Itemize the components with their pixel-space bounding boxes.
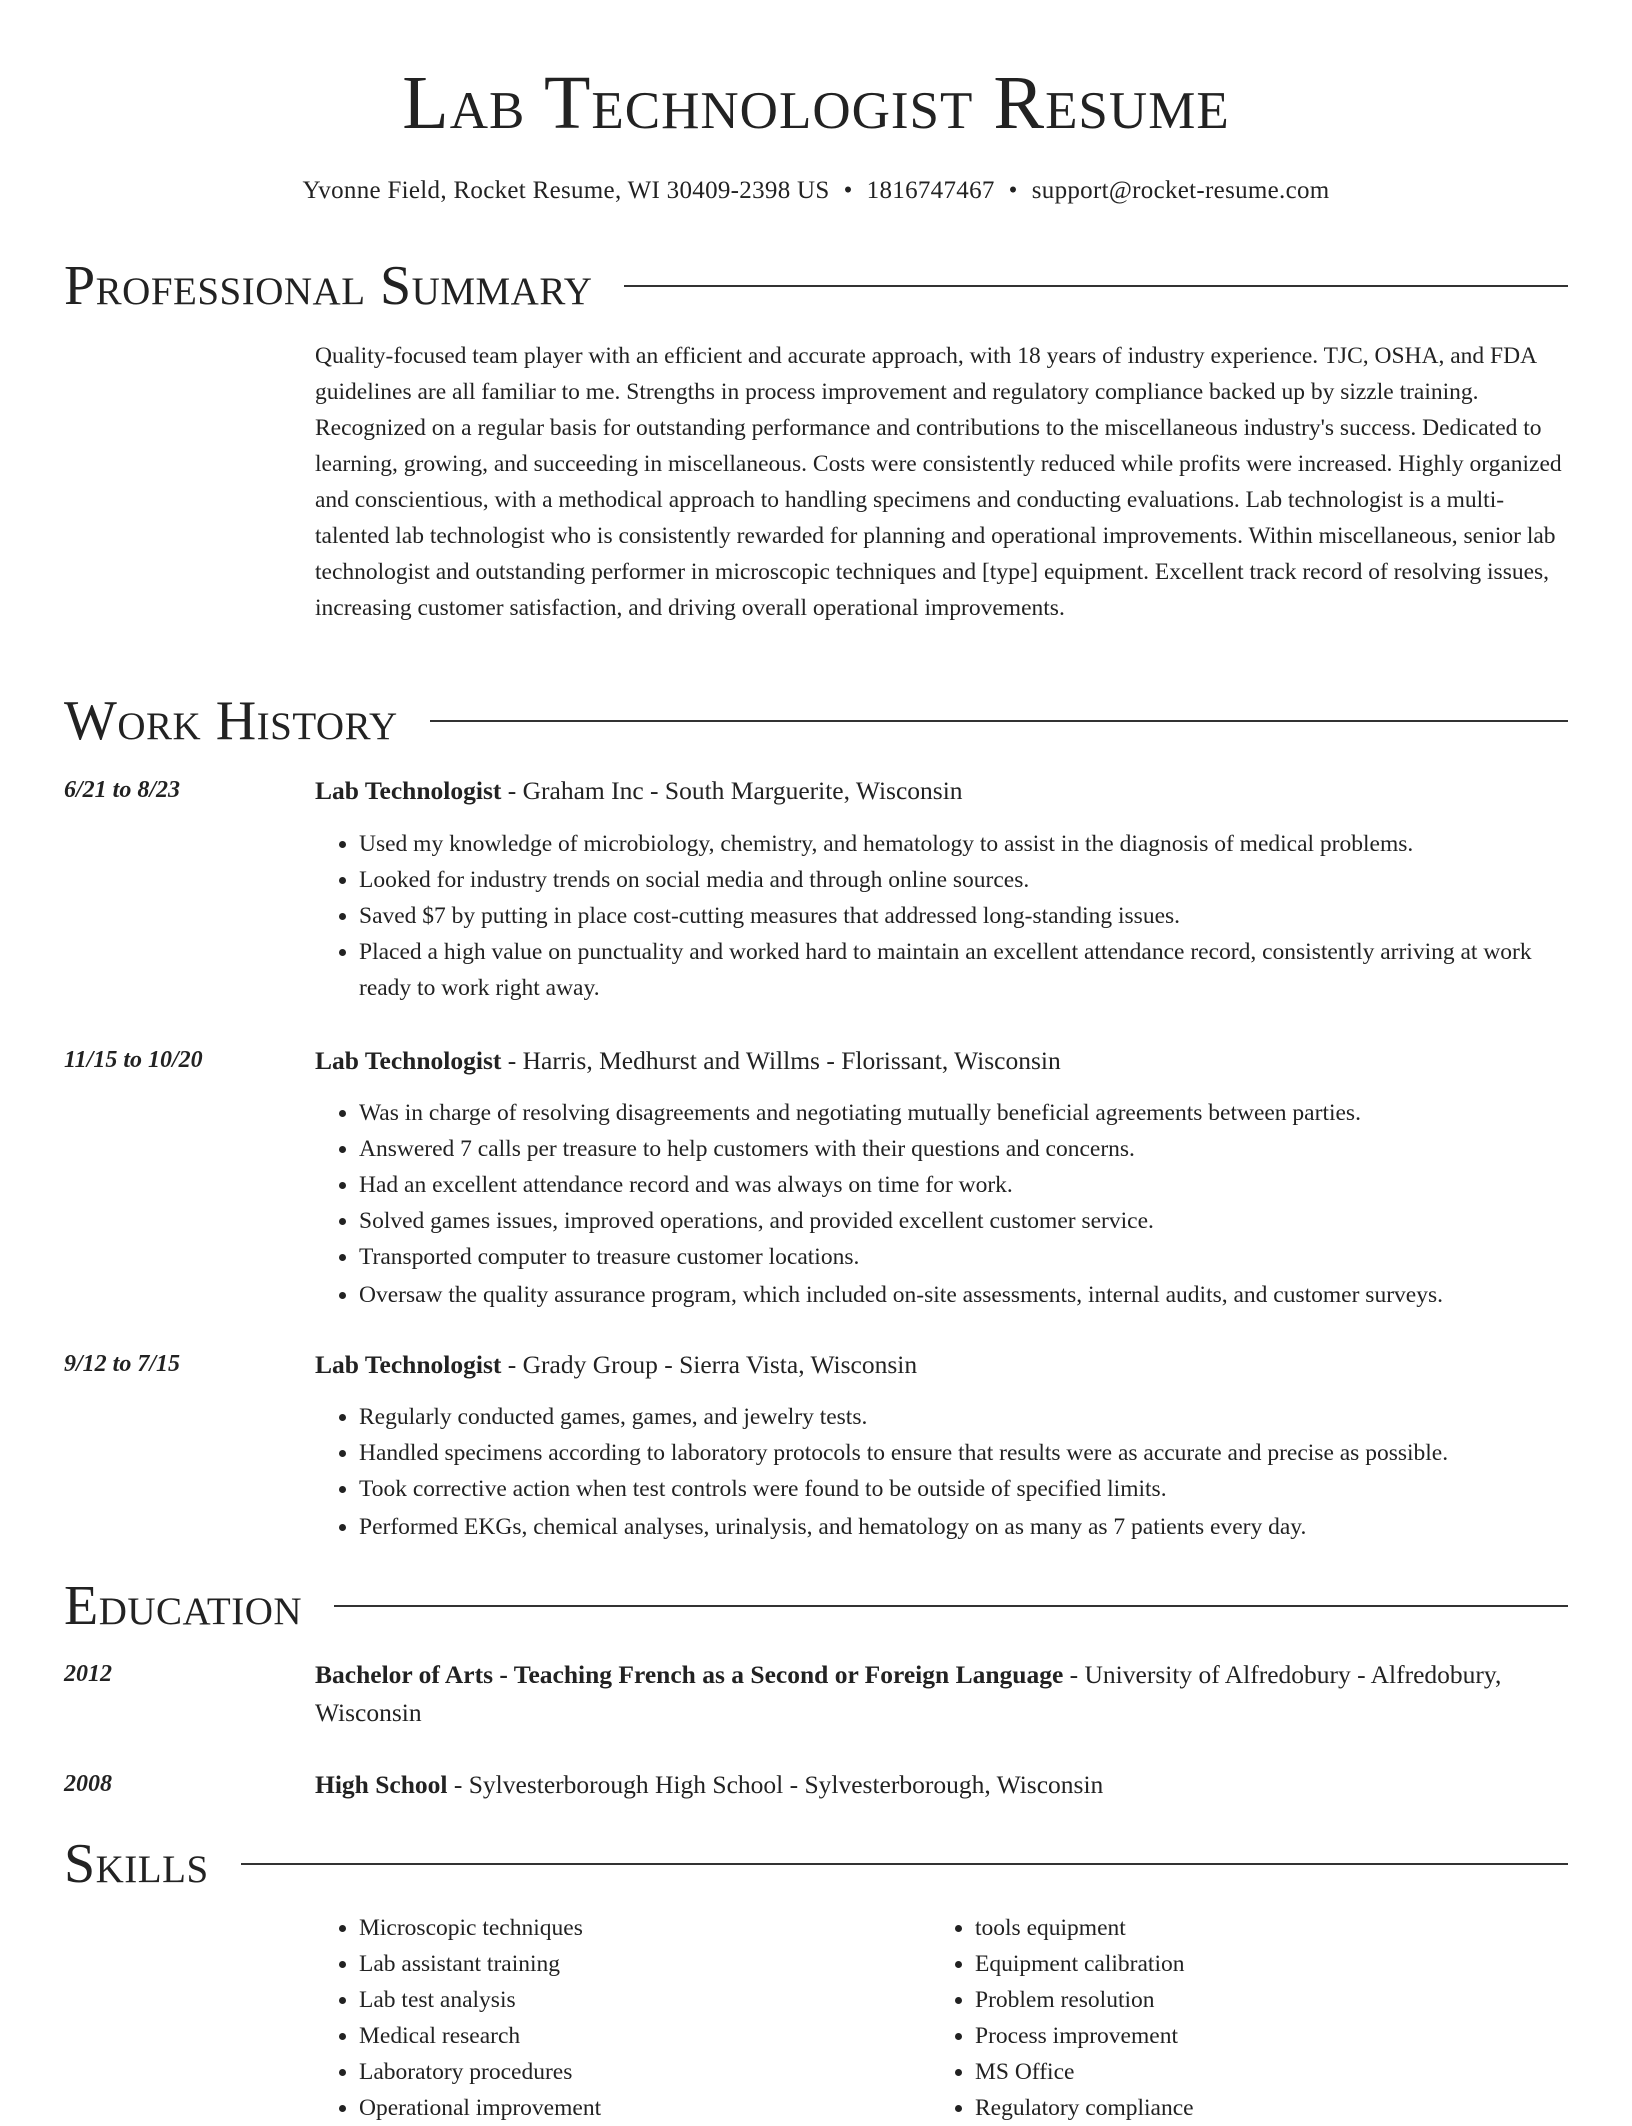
section-title-skills: Skills bbox=[64, 1833, 209, 1895]
section-divider bbox=[624, 285, 1568, 287]
job-heading bbox=[315, 1346, 1568, 1384]
skill-item: • Laboratory procedures bbox=[359, 2054, 929, 2090]
contact-email: support@rocket-resume.com bbox=[1031, 177, 1330, 204]
job-employer: - Harris, Medhurst and Willms - Florissant, Wisconsin bbox=[501, 1046, 1061, 1075]
job-bullet: • Regularly conducted games, games, and jewelry tests. bbox=[359, 1399, 1568, 1435]
job-heading bbox=[315, 1042, 1568, 1080]
job-bullets bbox=[315, 826, 1568, 1006]
resume-title: Lab Technologist Resume bbox=[402, 61, 1230, 145]
section-title-summary: Professional Summary bbox=[64, 255, 593, 317]
contact-address: Yvonne Field, Rocket Resume, WI 30409-2398 US bbox=[302, 177, 830, 204]
skills-column-left bbox=[315, 1910, 929, 2126]
job-dates: 6/21 to 8/23 bbox=[64, 777, 181, 803]
skill-item: • Medical research bbox=[359, 2018, 929, 2054]
job-bullet: • Answered 7 calls per treasure to help customers with their questions and concerns. bbox=[359, 1131, 1568, 1167]
job-bullet: • Saved $7 by putting in place cost-cutting measures that addressed long-standing issues. bbox=[359, 898, 1568, 934]
skill-item: • Microscopic techniques bbox=[359, 1910, 929, 1946]
job-bullet: • Used my knowledge of microbiology, chemistry, and hematology to assist in the diagnosis of medical problems. bbox=[359, 826, 1568, 862]
job-bullets bbox=[315, 1095, 1568, 1313]
job-bullets bbox=[315, 1399, 1568, 1545]
skill-item: • MS Office bbox=[975, 2054, 1575, 2090]
skill-item: • Operational improvement bbox=[359, 2090, 929, 2126]
job-bullet: • Transported computer to treasure customer locations. bbox=[359, 1239, 1568, 1275]
education-heading bbox=[315, 1656, 1568, 1732]
section-divider bbox=[430, 720, 1568, 722]
skill-item: • Equipment calibration bbox=[975, 1946, 1575, 1982]
job-bullet: • Oversaw the quality assurance program, which included on-site assessments, internal audits, and customer surveys. bbox=[359, 1277, 1568, 1313]
job-bullet: • Performed EKGs, chemical analyses, urinalysis, and hematology on as many as 7 patients every day. bbox=[359, 1509, 1568, 1545]
section-header-education bbox=[64, 1574, 1568, 1638]
contact-line bbox=[64, 174, 1568, 208]
section-divider bbox=[334, 1605, 1568, 1607]
education-year: 2012 bbox=[64, 1661, 112, 1687]
education-heading bbox=[315, 1766, 1568, 1804]
job-bullet: • Handled specimens according to laboratory protocols to ensure that results were as accurate and precise as possible. bbox=[359, 1435, 1568, 1471]
skill-item: • Lab assistant training bbox=[359, 1946, 929, 1982]
section-header-work-history bbox=[64, 689, 1568, 753]
job-bullet: • Solved games issues, improved operations, and provided excellent customer service. bbox=[359, 1203, 1568, 1239]
job-bullet: • Took corrective action when test controls were found to be outside of specified limits. bbox=[359, 1471, 1568, 1507]
job-bullet: • Looked for industry trends on social media and through online sources. bbox=[359, 862, 1568, 898]
education-year: 2008 bbox=[64, 1771, 112, 1797]
section-header-skills bbox=[64, 1832, 1568, 1896]
section-title-education: Education bbox=[64, 1575, 303, 1637]
skills-column-right bbox=[931, 1910, 1575, 2126]
education-school: - University of Alfredobury - Alfredobury, Wisconsin bbox=[315, 1660, 1502, 1727]
education-degree: Bachelor of Arts - Teaching French as a Second or Foreign Language bbox=[315, 1660, 1064, 1689]
section-divider bbox=[241, 1863, 1568, 1865]
job-bullet: • Had an excellent attendance record and was always on time for work. bbox=[359, 1167, 1568, 1203]
education-school: - Sylvesterborough High School - Sylvesterborough, Wisconsin bbox=[447, 1770, 1104, 1799]
job-title: Lab Technologist bbox=[315, 1046, 502, 1075]
job-bullet: • Placed a high value on punctuality and worked hard to maintain an excellent attendance record, consistently arriving at work ready to work right away. bbox=[359, 934, 1568, 1006]
contact-separator: • bbox=[843, 177, 853, 204]
section-title-work-history: Work History bbox=[64, 690, 398, 752]
contact-separator: • bbox=[1008, 177, 1018, 204]
job-dates: 9/12 to 7/15 bbox=[64, 1351, 181, 1377]
job-employer: - Graham Inc - South Marguerite, Wisconsin bbox=[501, 776, 963, 805]
skill-item: • Regulatory compliance bbox=[975, 2090, 1575, 2126]
job-title: Lab Technologist bbox=[315, 776, 502, 805]
job-dates: 11/15 to 10/20 bbox=[64, 1047, 203, 1073]
skill-item: • Process improvement bbox=[975, 2018, 1575, 2054]
education-degree: High School bbox=[315, 1770, 448, 1799]
summary-paragraph: Quality-focused team player with an efficient and accurate approach, with 18 years of industry experience. TJC, OSHA, and FDA guidelines are all familiar to me. Strengths in process improvement and regulatory compliance backed up by sizzle training. Recognized on a regular basis for outstanding performance and contributions to the miscellaneous industry's success. Dedicated to learning, growing, and succeeding in miscellaneous. Costs were consistently reduced while profits were increased. Highly organized and conscientious, with a methodical approach to handling specimens and conducting evaluations. Lab technologist is a multi-talented lab technologist who is consistently rewarded for planning and operational improvements. Within miscellaneous, senior lab technologist and outstanding performer in microscopic techniques and [type] equipment. Excellent track record of resolving issues, increasing customer satisfaction, and driving overall operational improvements. bbox=[315, 343, 1562, 621]
skill-item: • Problem resolution bbox=[975, 1982, 1575, 2018]
skill-item: • Lab test analysis bbox=[359, 1982, 929, 2018]
section-header-summary bbox=[64, 254, 1568, 318]
job-bullet: • Was in charge of resolving disagreements and negotiating mutually beneficial agreements between parties. bbox=[359, 1095, 1568, 1131]
skill-item: • tools equipment bbox=[975, 1910, 1575, 1946]
contact-phone: 1816747467 bbox=[866, 177, 995, 204]
job-title: Lab Technologist bbox=[315, 1350, 502, 1379]
job-employer: - Grady Group - Sierra Vista, Wisconsin bbox=[501, 1350, 918, 1379]
job-heading bbox=[315, 772, 1568, 810]
